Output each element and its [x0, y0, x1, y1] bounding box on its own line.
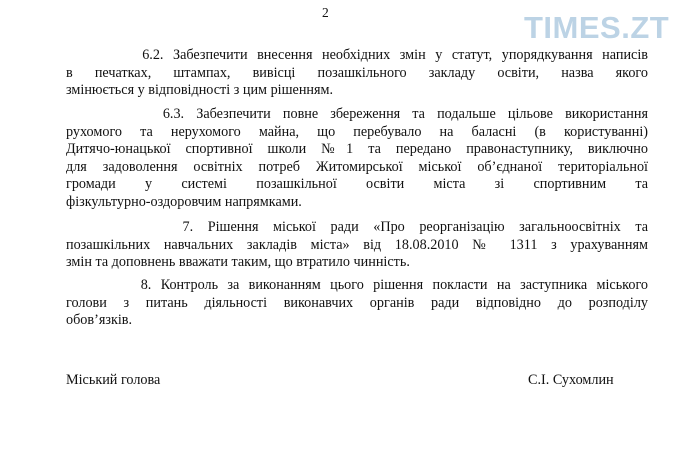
text-line: рухомого та нерухомого майна, що перебувало на баласні (в користуванні)	[66, 123, 648, 140]
text-line: змін та доповнень вважати таким, що втратило чинність.	[66, 254, 410, 270]
watermark-logo: TIMES.ZT	[524, 10, 670, 45]
text-line: 6.2. Забезпечити внесення необхідних змін у статут, упорядкування написів	[66, 47, 648, 63]
paragraph-7	[66, 219, 648, 272]
text-line: громади у системі позашкільної освіти міста зі спортивним та	[66, 176, 648, 192]
paragraph-8	[66, 277, 648, 330]
text-line: в печатках, штампах, вивісці позашкільного закладу освіти, назва якого	[66, 64, 648, 81]
page-number: 2	[322, 5, 329, 20]
signature-title: Міський голова	[66, 372, 161, 388]
signature-name: С.І. Сухомлин	[528, 372, 614, 388]
text-line: Дитячо-юнацької спортивної школи №1 та передано правонаступнику, виключно	[66, 141, 648, 157]
text-line: змінюється у відповідності з цим рішенням.	[66, 82, 334, 98]
text-line: фізкультурно-оздоровчим напрямками.	[66, 193, 302, 210]
paragraph-6-3	[66, 106, 648, 211]
text-line: 8. Контроль за виконанням цього рішення покласти на заступника міського	[66, 277, 648, 293]
text-line: голови з питань діяльності виконавчих органів ради відповідно до розподілу	[66, 294, 648, 311]
text-line: 6.3. Забезпечити повне збереження та подальше цільове використання	[66, 106, 648, 122]
text-line: позашкільних навчальних закладів міста» від 18.08.2010 № 1311 з урахуванням	[66, 236, 648, 253]
text-line: для задоволення освітніх потреб Житомирської міської об’єднаної територіальної	[66, 158, 648, 175]
text-line: обов’язків.	[66, 312, 133, 328]
paragraph-6-2	[66, 47, 648, 100]
text-line: 7. Рішення міської ради «Про реорганізацію загальноосвітніх та	[66, 219, 648, 235]
